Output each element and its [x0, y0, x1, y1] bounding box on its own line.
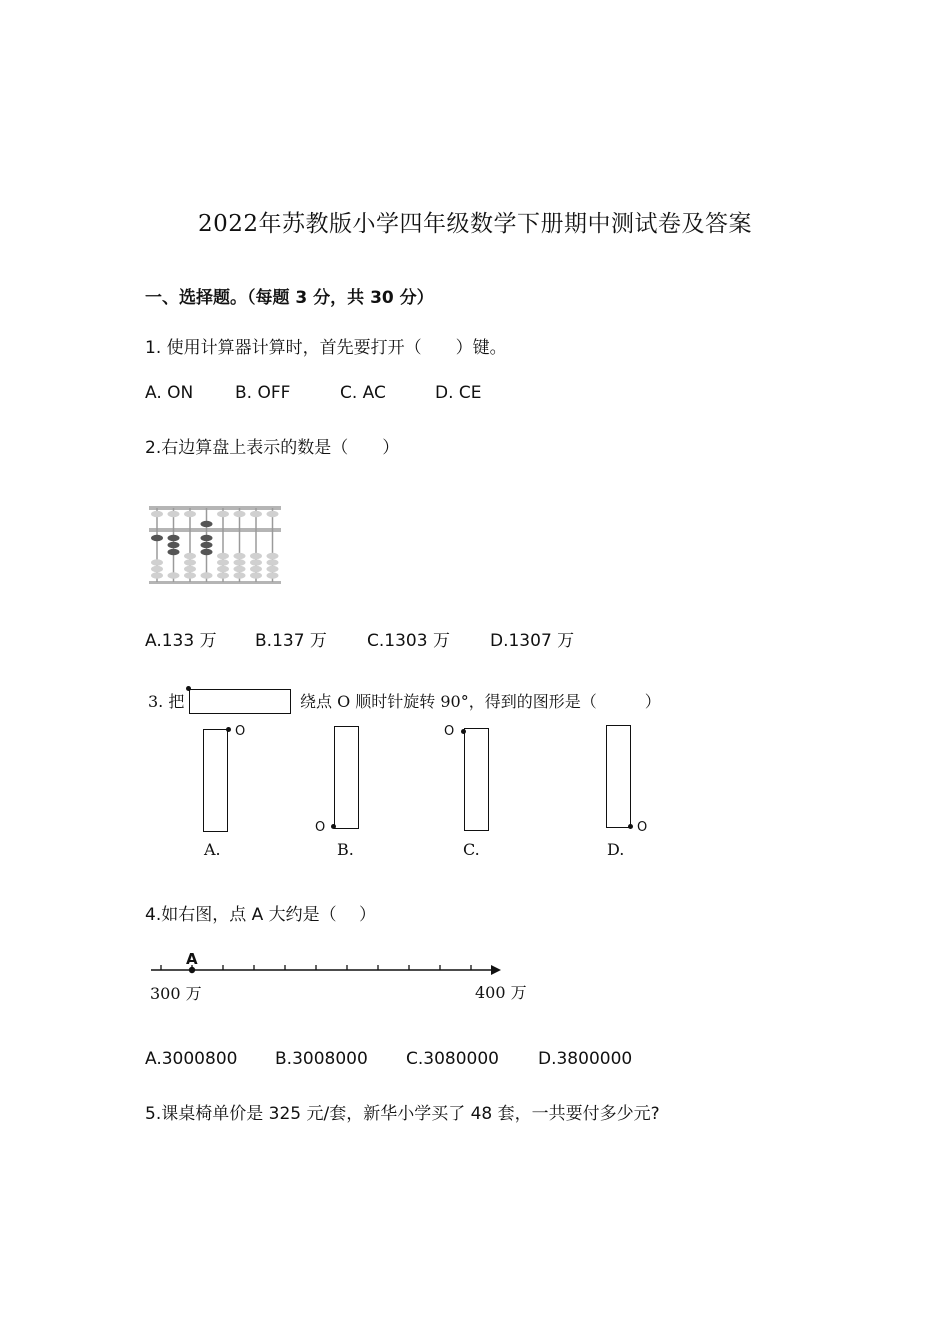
abacus-bead: [217, 511, 229, 517]
option-b: B. OFF: [235, 383, 291, 403]
choice-a-point: [226, 727, 231, 732]
option-d: D. CE: [435, 383, 482, 403]
choice-a-o-label: O: [235, 724, 246, 739]
question-2-options: [145, 626, 574, 651]
question-1-options: [145, 383, 482, 403]
point-a-label: A: [186, 950, 198, 968]
number-line-arrow: [491, 965, 501, 975]
option-c: C. AC: [340, 383, 386, 403]
point-o-marker: [186, 686, 191, 691]
question-4: 4.如右图，点 A 大约是（ ）: [145, 905, 377, 925]
choice-b-o-label: O: [315, 820, 326, 835]
option-b: B.137 万: [255, 631, 327, 651]
abacus-bead: [184, 511, 196, 517]
abacus-bead: [151, 572, 163, 578]
abacus-bead: [184, 572, 196, 578]
choice-d-o-label: O: [637, 820, 648, 835]
abacus-bead: [234, 511, 246, 517]
abacus-bottom-bar: [149, 581, 281, 584]
question-4-options: [145, 1049, 632, 1069]
number-line: [145, 945, 527, 1010]
abacus-bead: [201, 542, 213, 548]
choice-b-rectangle: [334, 726, 359, 829]
abacus-bead: [168, 542, 180, 548]
option-a: A.133 万: [145, 631, 217, 651]
choice-d-rectangle: [606, 725, 631, 828]
option-a: A. ON: [145, 383, 194, 403]
question-3-text: 绕点 O 顺时针旋转 90°，得到的图形是（ ）: [300, 692, 661, 711]
choice-c-point: [461, 729, 466, 734]
abacus-bead: [250, 553, 262, 559]
section-heading: 一、选择题。（每题 3 分，共 30 分）: [145, 288, 434, 308]
abacus-bead: [250, 511, 262, 517]
question-2: 2.右边算盘上表示的数是（ ）: [145, 438, 400, 458]
choice-a-label: A.: [204, 840, 221, 859]
abacus-bead: [234, 572, 246, 578]
abacus-bead: [201, 535, 213, 541]
choice-d-point: [628, 824, 633, 829]
abacus-bead: [217, 553, 229, 559]
end-label: 400 万: [475, 983, 527, 1002]
abacus-bead: [151, 535, 163, 541]
abacus-bead: [234, 559, 246, 565]
abacus-middle-bar: [149, 528, 281, 532]
option-c: C.3080000: [406, 1049, 499, 1069]
option-d: D.3800000: [538, 1049, 633, 1069]
abacus-bead: [168, 572, 180, 578]
abacus-bead: [168, 535, 180, 541]
abacus-bead: [250, 559, 262, 565]
abacus-image: [147, 505, 283, 585]
option-c: C.1303 万: [367, 631, 450, 651]
question-5: 5.课桌椅单价是 325 元/套，新华小学买了 48 套，一共要付多少元?: [145, 1104, 660, 1124]
choice-d-label: D.: [607, 840, 625, 859]
page-title: 2022年苏教版小学四年级数学下册期中测试卷及答案: [197, 211, 753, 237]
abacus-bead: [201, 549, 213, 555]
rectangle-figure: [189, 689, 291, 714]
option-b: B.3008000: [275, 1049, 368, 1069]
abacus-bead: [217, 566, 229, 572]
question-3-prefix: 3. 把: [148, 692, 185, 711]
choice-b-point: [331, 824, 336, 829]
choice-c-label: C.: [463, 840, 480, 859]
abacus-bead: [234, 566, 246, 572]
abacus-bead: [267, 559, 279, 565]
abacus-bead: [234, 553, 246, 559]
abacus-bead: [267, 566, 279, 572]
abacus-bead: [250, 566, 262, 572]
abacus-bead: [217, 559, 229, 565]
option-a: A.3000800: [145, 1049, 238, 1069]
abacus-bead: [201, 521, 213, 527]
question-1: 1. 使用计算器计算时，首先要打开（ ）键。: [145, 338, 507, 358]
abacus-bead: [217, 572, 229, 578]
abacus-bead: [184, 559, 196, 565]
abacus-bead: [184, 566, 196, 572]
abacus-bead: [151, 511, 163, 517]
abacus-rods: [151, 508, 279, 582]
abacus-bead: [168, 549, 180, 555]
start-label: 300 万: [150, 984, 202, 1003]
choice-b-label: B.: [337, 840, 354, 859]
abacus-bead: [184, 553, 196, 559]
abacus-bead: [267, 511, 279, 517]
abacus-bead: [250, 572, 262, 578]
option-d: D.1307 万: [490, 631, 575, 651]
abacus-bead: [168, 511, 180, 517]
choice-c-rectangle: [464, 728, 489, 831]
abacus-bead: [201, 572, 213, 578]
choice-a-rectangle: [203, 729, 228, 832]
abacus-bead: [267, 553, 279, 559]
abacus-bead: [267, 572, 279, 578]
abacus-bead: [151, 559, 163, 565]
choice-c-o-label: O: [444, 724, 455, 739]
abacus-bead: [151, 566, 163, 572]
abacus-top-bar: [149, 506, 281, 510]
